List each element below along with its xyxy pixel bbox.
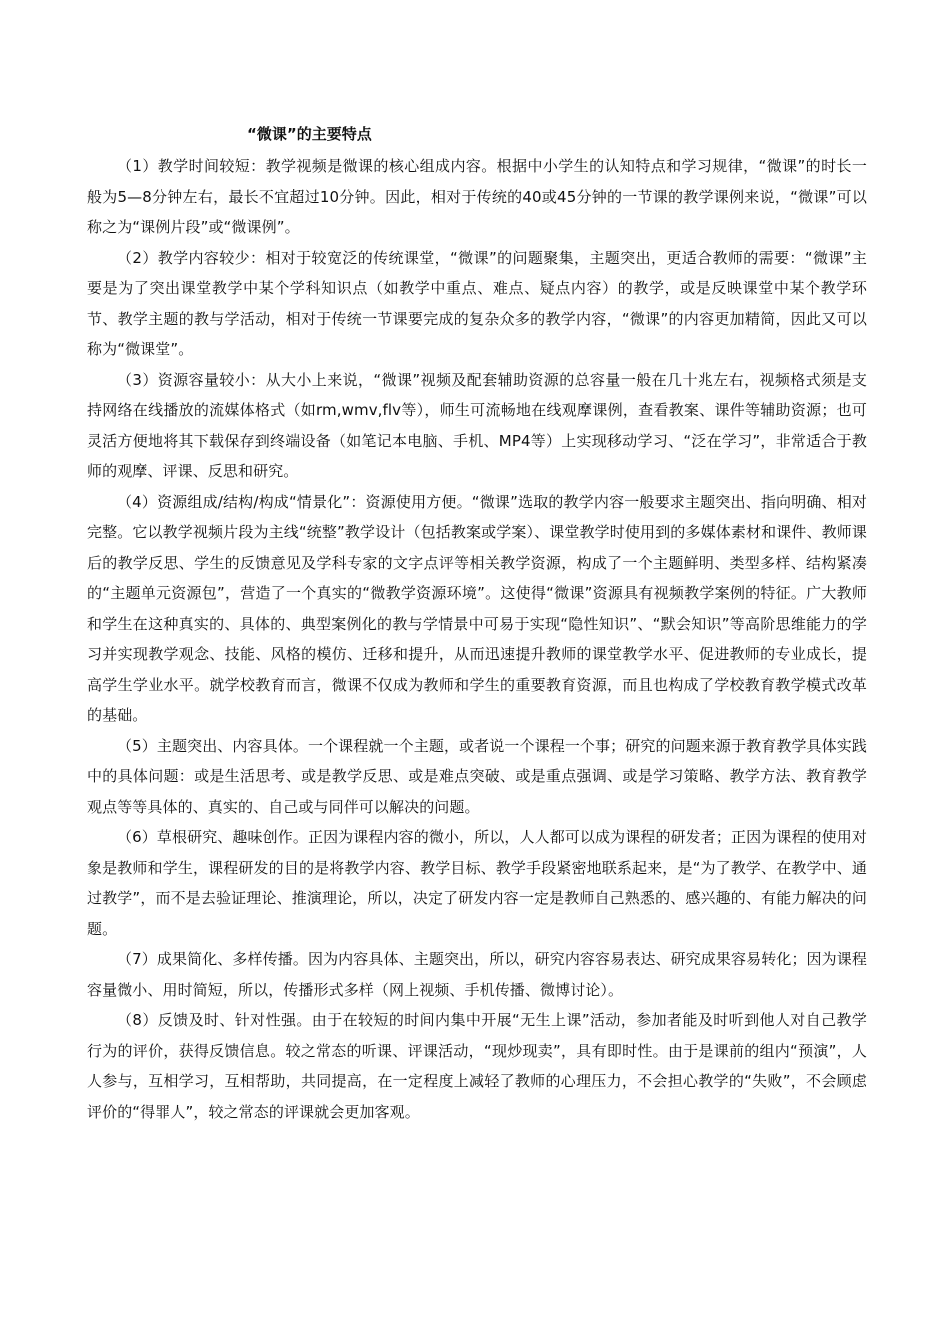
paragraph-6: （6）草根研究、趣味创作。正因为课程内容的微小，所以，人人都可以成为课程的研发者；正因为课程的使用对象是教师和学生，课程研发的目的是将教学内容、教学目标、教学手段紧密地联系起来，是“为了教学、在教学中、通过教学”，而不是去验证理论、推演理论，所以，决定了研发内容一定是教师自己熟悉的、感兴趣的、有能力解决的问题。 bbox=[87, 828, 867, 938]
paragraph-2: （2）教学内容较少：相对于较宽泛的传统课堂，“微课”的问题聚集，主题突出，更适合教师的需要：“微课”主要是为了突出课堂教学中某个学科知识点（如教学中重点、难点、疑点内容）的教学，或是反映课堂中某个教学环节、教学主题的教与学活动，相对于传统一节课要完成的复杂众多的教学内容，“微课”的内容更加精简，因此又可以称为“微课堂”。 bbox=[87, 248, 867, 358]
paragraph-3: （3）资源容量较小：从大小上来说，“微课”视频及配套辅助资源的总容量一般在几十兆左右，视频格式须是支持网络在线播放的流媒体格式（如rm,wmv,flv等），师生可流畅地在线观摩课例，查看教案、课件等辅助资源；也可灵活方便地将其下载保存到终端设备（如笔记本电脑、手机、MP4等）上实现移动学习、“泛在学习”，非常适合于教师的观摩、评课、反思和研究。 bbox=[87, 370, 867, 480]
document-body bbox=[87, 119, 867, 1127]
paragraph-8: （8）反馈及时、针对性强。由于在较短的时间内集中开展“无生上课”活动，参加者能及时听到他人对自己教学行为的评价，获得反馈信息。较之常态的听课、评课活动，“现炒现卖”，具有即时性。由于是课前的组内“预演”，人人参与，互相学习，互相帮助，共同提高，在一定程度上减轻了教师的心理压力，不会担心教学的“失败”，不会顾虑评价的“得罪人”，较之常态的评课就会更加客观。 bbox=[87, 1011, 867, 1121]
document-title: “微课”的主要特点 bbox=[247, 125, 372, 143]
paragraph-7: （7）成果简化、多样传播。因为内容具体、主题突出，所以，研究内容容易表达、研究成果容易转化；因为课程容量微小、用时简短，所以，传播形式多样（网上视频、手机传播、微博讨论）。 bbox=[87, 950, 867, 999]
paragraph-5: （5）主题突出、内容具体。一个课程就一个主题，或者说一个课程一个事；研究的问题来源于教育教学具体实践中的具体问题：或是生活思考、或是教学反思、或是难点突破、或是重点强调、或是学习策略、教学方法、教育教学观点等等具体的、真实的、自己或与同伴可以解决的问题。 bbox=[87, 736, 867, 816]
paragraph-1: （1）教学时间较短：教学视频是微课的核心组成内容。根据中小学生的认知特点和学习规律，“微课”的时长一般为5—8分钟左右，最长不宜超过10分钟。因此，相对于传统的40或45分钟的一节课的教学课例来说，“微课”可以称之为“课例片段”或“微课例”。 bbox=[87, 157, 867, 236]
paragraph-4: （4）资源组成/结构/构成“情景化”：资源使用方便。“微课”选取的教学内容一般要求主题突出、指向明确、相对完整。它以教学视频片段为主线“统整”教学设计（包括教案或学案）、课堂教学时使用到的多媒体素材和课件、教师课后的教学反思、学生的反馈意见及学科专家的文字点评等相关教学资源，构成了一个主题鲜明、类型多样、结构紧凑的“主题单元资源包”，营造了一个真实的“微教学资源环境”。这使得“微课”资源具有视频教学案例的特征。广大教师和学生在这种真实的、具体的、典型案例化的教与学情景中可易于实现“隐性知识”、“默会知识”等高阶思维能力的学习并实现教学观念、技能、风格的模仿、迁移和提升，从而迅速提升教师的课堂教学水平、促进教师的专业成长，提高学生学业水平。就学校教育而言，微课不仅成为教师和学生的重要教育资源，而且也构成了学校教育教学模式改革的基础。 bbox=[87, 492, 867, 724]
